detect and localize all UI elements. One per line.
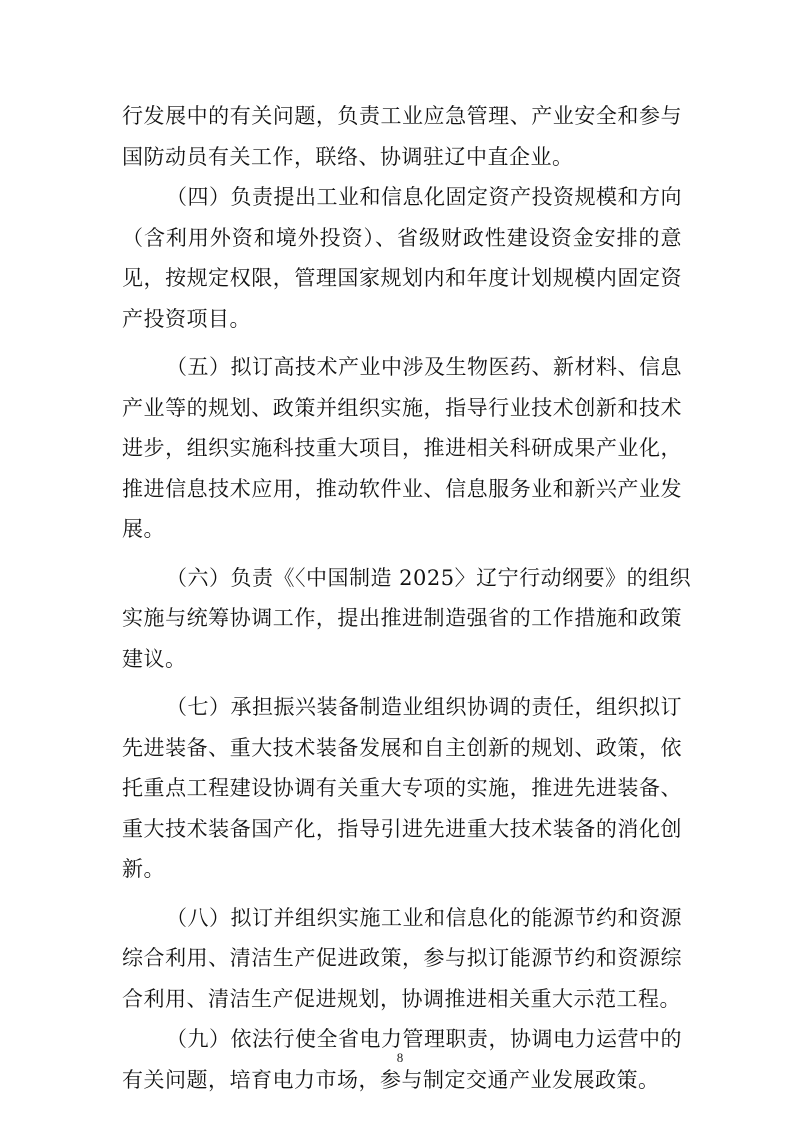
paragraph-gap xyxy=(122,550,682,558)
text-line: （四）负责提出工业和信息化固定资产投资规模和方向 xyxy=(166,185,682,209)
body-text xyxy=(122,96,692,1100)
text-line: 进步，组织实施科技重大项目，推进相关科研成果产业化， xyxy=(122,436,682,460)
text-line: 综合利用、清洁生产促进政策，参与拟订能源节约和资源综 xyxy=(122,946,682,970)
text-line: 推进信息技术应用，推动软件业、信息服务业和新兴产业发 xyxy=(122,476,682,501)
paragraph-gap xyxy=(122,679,682,687)
text-line: 托重点工程建设协调有关重大专项的实施，推进先进装备、 xyxy=(122,776,682,800)
text-line: 展。 xyxy=(122,517,165,541)
text-line: 国防动员有关工作，联络、协调驻辽中直企业。 xyxy=(122,144,574,169)
text-line: （八）拟订并组织实施工业和信息化的能源节约和资源 xyxy=(166,905,682,930)
paragraph-gap xyxy=(122,890,682,898)
text-line: 新。 xyxy=(122,857,165,881)
paragraph-gap xyxy=(122,339,682,347)
text-line: （六）负责《〈中国制造 2025〉辽宁行动纲要》的组织 xyxy=(166,565,692,590)
text-line: 建议。 xyxy=(122,646,187,671)
text-line: （七）承担振兴装备制造业组织协调的责任，组织拟订 xyxy=(166,695,682,719)
text-line: （九）依法行使全省电力管理职责，协调电力运营中的 xyxy=(166,1027,682,1051)
text-line: 先进装备、重大技术装备发展和自主创新的规划、政策，依 xyxy=(122,735,682,760)
text-line: 行发展中的有关问题，负责工业应急管理、产业安全和参与 xyxy=(122,104,682,128)
text-line: 实施与统筹协调工作，提出推进制造强省的工作措施和政策 xyxy=(122,606,682,630)
text-line: 合利用、清洁生产促进规划，协调推进相关重大示范工程。 xyxy=(122,986,681,1011)
text-line: 产业等的规划、政策并组织实施，指导行业技术创新和技术 xyxy=(122,395,682,420)
text-line: 重大技术装备国产化，指导引进先进重大技术装备的消化创 xyxy=(122,816,682,841)
text-line: 见，按规定权限，管理国家规划内和年度计划规模内固定资 xyxy=(122,266,682,290)
text-line: 产投资项目。 xyxy=(122,306,251,331)
text-line: （五）拟订高技术产业中涉及生物医药、新材料、信息 xyxy=(166,355,682,379)
text-line: 有关问题，培育电力市场，参与制定交通产业发展政策。 xyxy=(122,1067,660,1092)
page-number: 8 xyxy=(396,1050,404,1065)
text-line: （含利用外资和境外投资）、省级财政性建设资金安排的意 xyxy=(122,225,682,250)
